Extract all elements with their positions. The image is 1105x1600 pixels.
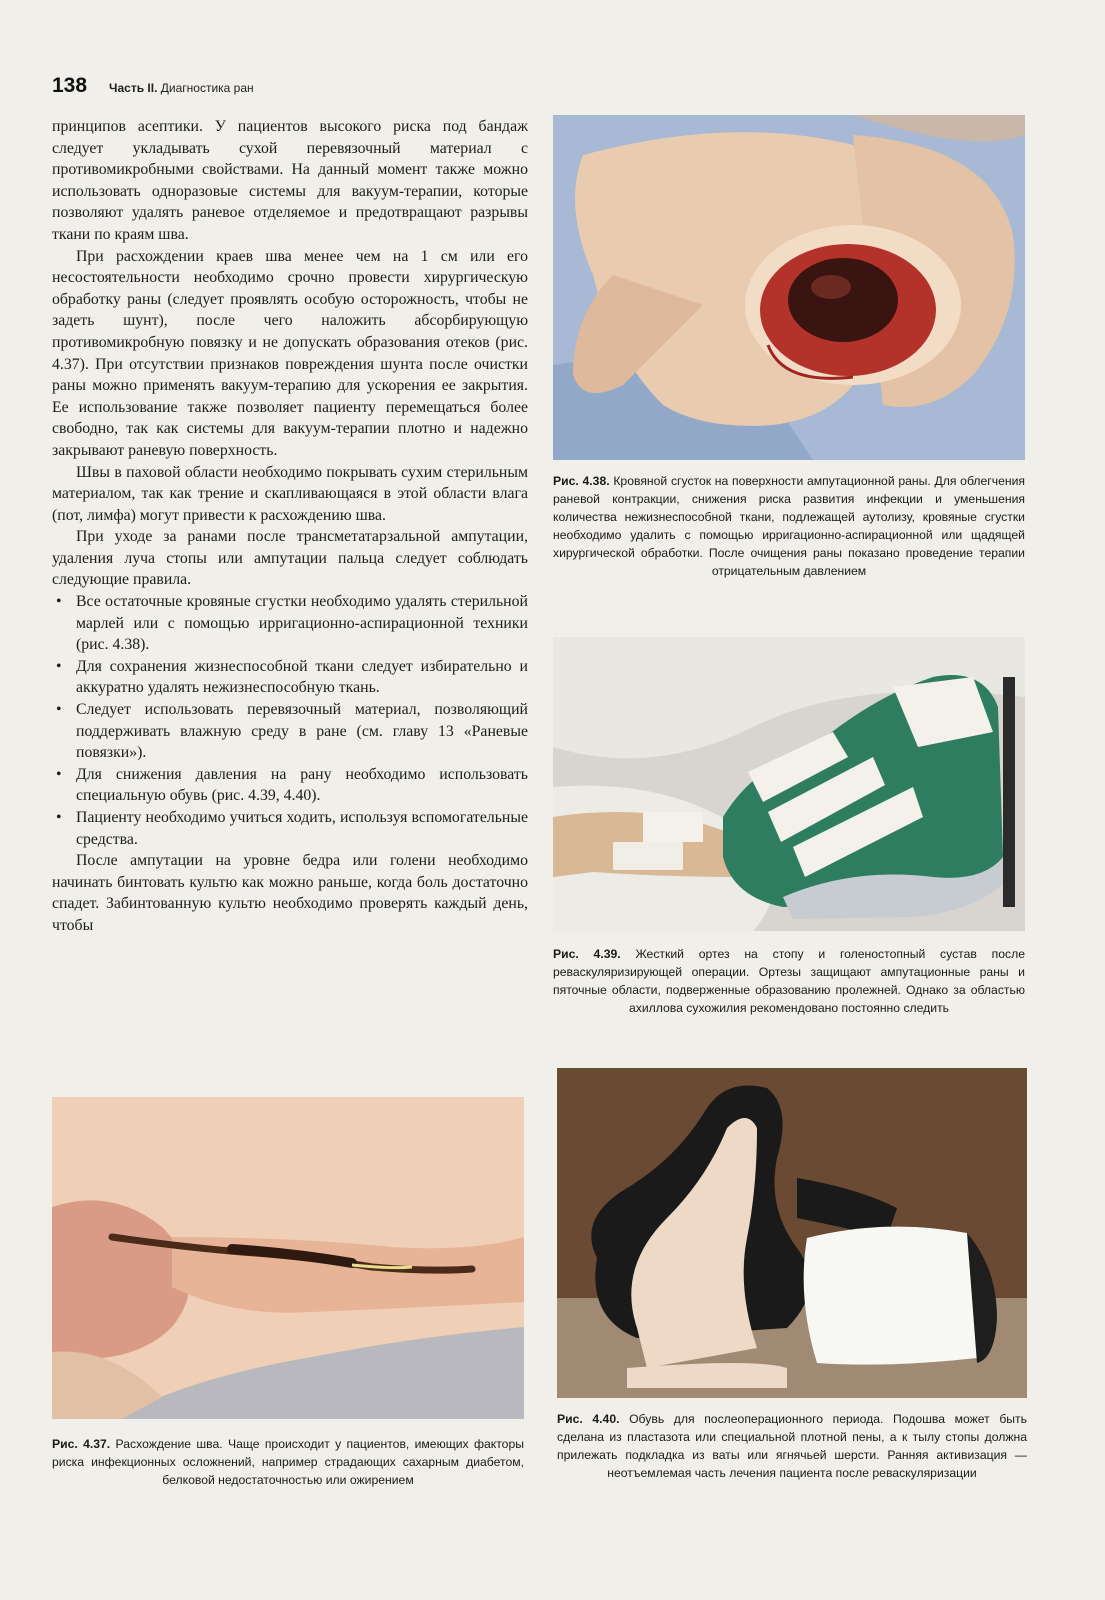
body-text-column: [52, 116, 528, 937]
running-head: [109, 81, 254, 95]
figure-4-39-text: Жесткий ортез на стопу и голеностопный сустав после реваскуляризирующей операции. Ортезы защищают ампутационные раны и пяточные области, подверженные образованию пролежней. Однако за областью ахиллова сухожилия рекомендовано постоянно следить: [553, 947, 1026, 1015]
list-item: • Все остаточные кровяные сгустки необходимо удалять стерильной марлей или с помощью ирригационно-аспирационной техники (рис. 4.38).: [52, 591, 528, 656]
list-item: • Следует использовать перевязочный материал, позволяющий поддерживать влажную среду в ране (см. главу 13 «Раневые повязки»).: [52, 699, 528, 764]
figure-4-37-caption: [52, 1435, 524, 1489]
figure-4-37-photo: [52, 1097, 524, 1419]
paragraph-5: После ампутации на уровне бедра или голени необходимо начинать бинтовать культю как можно раньше, когда боль достаточно спадет. Забинтованную культю необходимо проверять каждый день, чтобы: [52, 852, 528, 934]
running-head-part: Часть II.: [109, 81, 158, 95]
figure-4-38-label: Рис. 4.38.: [553, 474, 610, 488]
running-head-section: Диагностика ран: [160, 81, 254, 95]
page-header: [52, 74, 254, 98]
figure-4-39-photo: [553, 637, 1025, 931]
paragraph-1: принципов асептики. У пациентов высокого риска под бандаж следует укладывать сухой перевязочный материал с противомикробными свойствами. На данный момент также можно использовать одноразовые системы для вакуум-терапии, которые позволяют удалять раневое отделяемое и предотвращают разрывы ткани по краям шва.: [52, 118, 528, 243]
page-number: 138: [52, 74, 88, 97]
list-item: • Для сохранения жизнеспособной ткани следует избирательно и аккуратно удалять нежизнеспособную ткань.: [52, 656, 528, 699]
figure-4-40-photo: [557, 1068, 1027, 1398]
list-item: • Для снижения давления на рану необходимо использовать специальную обувь (рис. 4.39, 4.40).: [52, 764, 528, 807]
paragraph-4: При уходе за ранами после трансметатарзальной ампутации, удаления луча стопы или ампутации пальца следует соблюдать следующие правила.: [52, 528, 528, 589]
figure-4-40-label: Рис. 4.40.: [557, 1412, 620, 1426]
list-item: • Пациенту необходимо учиться ходить, используя вспомогательные средства.: [52, 807, 528, 850]
rules-list: [52, 591, 528, 850]
figure-4-40-caption: [557, 1410, 1027, 1482]
paragraph-3: Швы в паховой области необходимо покрывать сухим стерильным материалом, так как трение и скапливающаяся в этой области влага (пот, лимфа) могут привести к расхождению шва.: [52, 463, 528, 524]
figure-4-40-text: Обувь для послеоперационного периода. Подошва может быть сделана из пластазота или специальной плотной пены, а к тылу стопы должна прилежать подкладка из ваты или ягнячьей шерсти. Ранняя активизация — неотъемлемая часть лечения пациента после реваскуляризации: [557, 1412, 1027, 1480]
figure-4-39-caption: [553, 945, 1025, 1017]
figure-4-37-label: Рис. 4.37.: [52, 1437, 111, 1451]
figure-4-38-text: Кровяной сгусток на поверхности ампутационной раны. Для облегчения раневой контракции, снижения риска развития инфекции и уменьшения количества нежизнеспособной ткани, подлежащей аутолизу, кровяные сгустки необходимо удалить с помощью ирригационно-аспирационной или щадящей хирургической обработки. После очищения раны показано проведение терапии отрицательным давлением: [553, 474, 1025, 578]
figure-4-39-label: Рис. 4.39.: [553, 947, 621, 961]
figure-4-37-text: Расхождение шва. Чаще происходит у пациентов, имеющих факторы риска инфекционных осложнений, например страдающих сахарным диабетом, белковой недостаточностью или ожирением: [52, 1437, 524, 1487]
figure-4-38-photo: [553, 115, 1025, 460]
figure-4-38-caption: [553, 472, 1025, 580]
paragraph-2: При расхождении краев шва менее чем на 1 см или его несостоятельности необходимо срочно провести хирургическую обработку раны (следует проявлять особую осторожность, чтобы не задеть шунт), после чего наложить абсорбирующую противомикробную повязку и не допускать образования отеков (рис. 4.37). При отсутствии признаков повреждения шунта после очистки раны можно применять вакуум-терапию для ускорения ее закрытия. Ее использование также позволяет пациенту перемещаться более свободно, так как системы для вакуум-терапии плотно и надежно закрывают раневую поверхность.: [52, 247, 528, 459]
